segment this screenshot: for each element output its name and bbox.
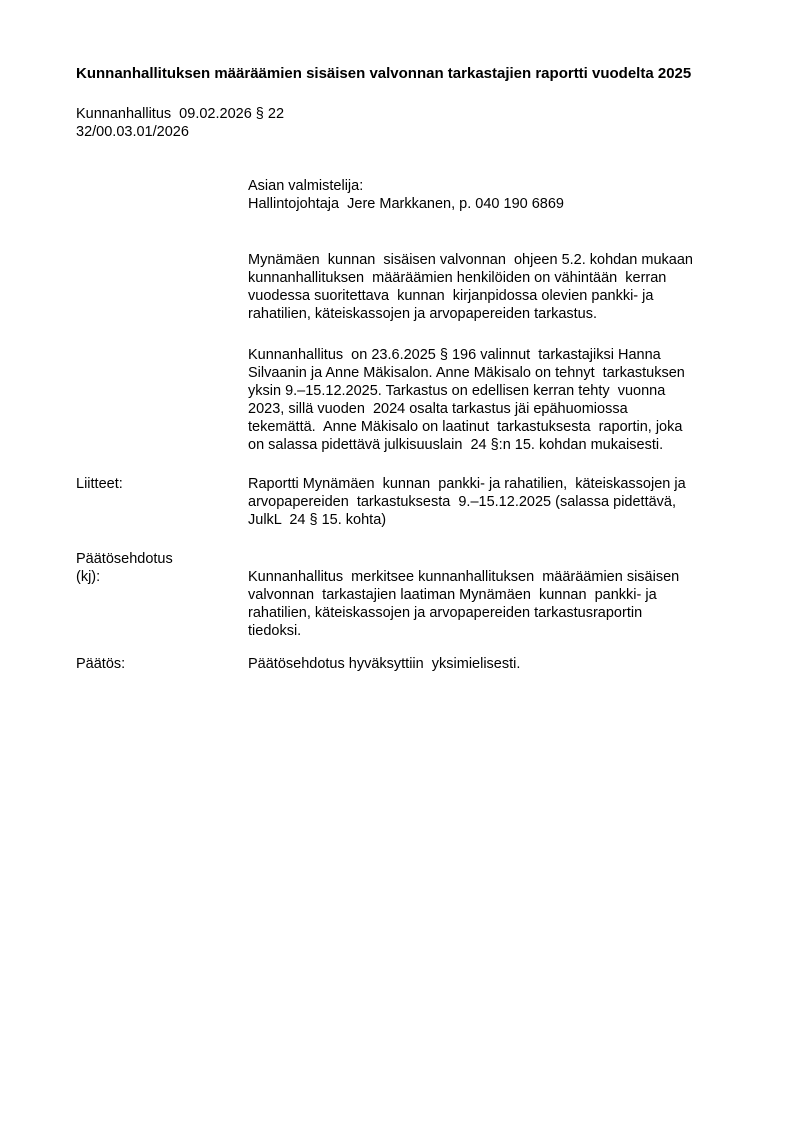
proposal-text: Kunnanhallitus merkitsee kunnanhallituksen määräämien sisäisen valvonnan tarkastajien laatiman Mynämäen kunnan pankki- ja rahatilien, käteiskassojen ja arvopapereiden tarkastusraportin tiedoksi. bbox=[248, 569, 680, 639]
preparer-block bbox=[248, 177, 744, 213]
document-title: Kunnanhallituksen määräämien sisäisen valvonnan tarkastajien raportti vuodelta 2025 bbox=[76, 65, 692, 82]
attachments-label: Liitteet: bbox=[76, 476, 123, 492]
meta-block bbox=[76, 105, 476, 141]
body-paragraph-1: Mynämäen kunnan sisäisen valvonnan ohjeen 5.2. kohdan mukaan kunnanhallituksen määräämien henkilöiden on vähintään kerran vuodessa suoritettava kunnan kirjanpidossa olevien pankki- ja rahatilien, käteiskassojen ja arvopapereiden tarkastus. bbox=[248, 252, 693, 322]
proposal-label bbox=[76, 550, 241, 586]
attachments-text: Raportti Mynämäen kunnan pankki- ja rahatilien, käteiskassojen ja arvopapereiden tarkastuksesta 9.–15.12.2025 (salassa pidettävä, JulkL 24 § 15. kohta) bbox=[248, 476, 686, 528]
proposal-label-line1: Päätösehdotus bbox=[76, 551, 173, 567]
committee-date-line: Kunnanhallitus 09.02.2026 § 22 bbox=[76, 106, 285, 122]
decision-text: Päätösehdotus hyväksyttiin yksimielisesti. bbox=[248, 656, 521, 672]
preparer-detail: Hallintojohtaja Jere Markkanen, p. 040 190 6869 bbox=[248, 196, 564, 212]
preparer-heading: Asian valmistelija: bbox=[248, 178, 364, 194]
diary-number: 32/00.03.01/2026 bbox=[76, 124, 189, 140]
decision-label: Päätös: bbox=[76, 656, 126, 672]
body-paragraph-2: Kunnanhallitus on 23.6.2025 § 196 valinnut tarkastajiksi Hanna Silvaanin ja Anne Mäkisalon. Anne Mäkisalo on tehnyt tarkastuksen yksin 9.–15.12.2025. Tarkastus on edellisen kerran tehty vuonna 2023, sillä vuoden 2024 osalta tarkastus jäi epähuomiossa tekemättä. Anne Mäkisalo on laatinut tarkastuksesta raportin, joka on salassa pidettävä julkisuuslain 24 §:n 15. kohdan mukaisesti. bbox=[248, 347, 685, 453]
proposal-label-line2: (kj): bbox=[76, 569, 101, 585]
